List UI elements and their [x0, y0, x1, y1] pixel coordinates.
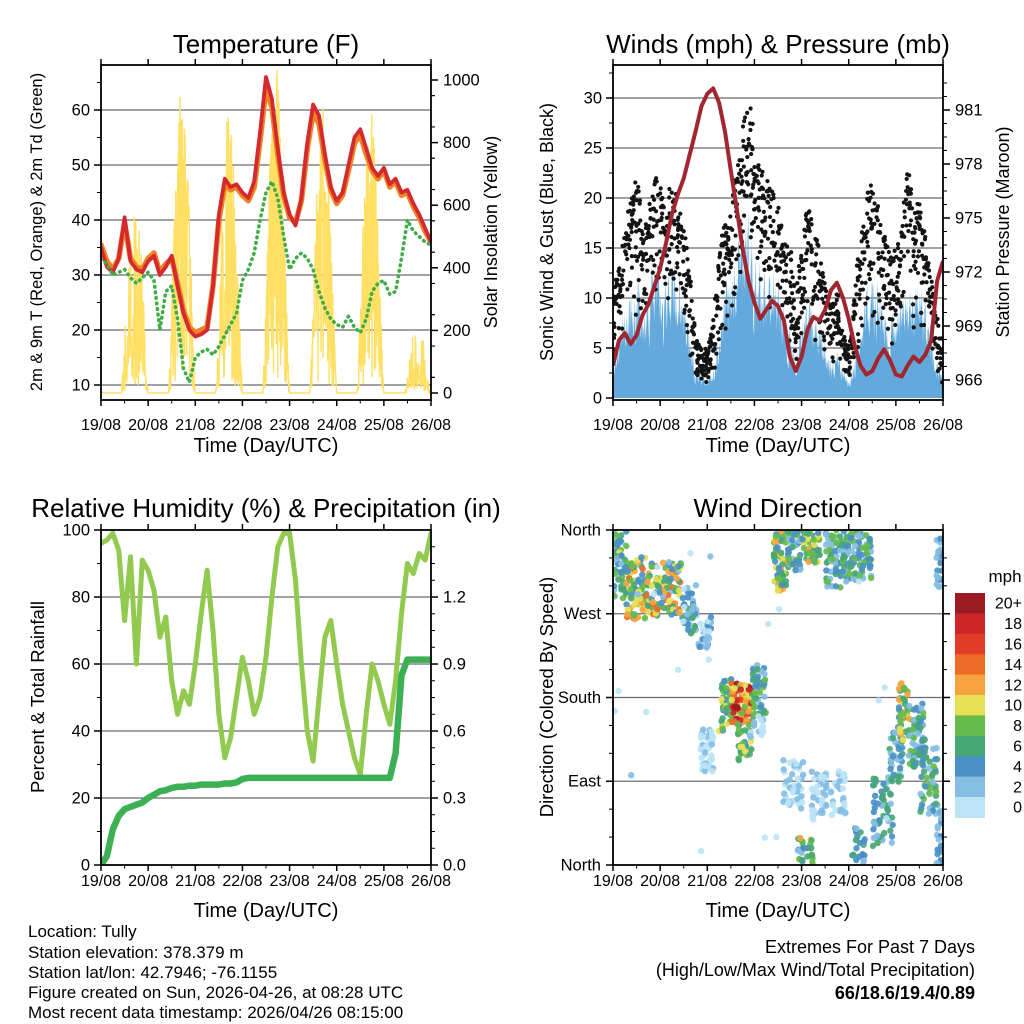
y-tick-label: 981: [955, 101, 983, 120]
footer-latlon: Station lat/lon: 42.7946; -76.1155: [28, 963, 278, 982]
wind-direction-scatter: [611, 526, 946, 866]
ylabel-solar-right: Solar Insolation (Yellow): [481, 135, 501, 329]
y-axis-right: [431, 589, 466, 875]
direction-tick-label: South: [557, 688, 601, 707]
xlabel-direction: Time (Day/UTC): [705, 900, 851, 922]
chart-title-winds-pressure: Winds (mph) & Pressure (mb): [606, 29, 950, 59]
chart-title-wind-direction: Wind Direction: [693, 493, 863, 523]
x-tick-label: 22/08: [222, 873, 263, 890]
x-tick-label: 21/08: [175, 873, 216, 890]
y-tick-label: 1000: [443, 71, 480, 90]
y-tick-label: 15: [583, 239, 602, 258]
y-tick-label: 600: [443, 196, 471, 215]
y-tick-label: 60: [71, 101, 90, 120]
humidity-line: [101, 533, 431, 774]
ylabel-humidity-left: Percent & Total Rainfall: [27, 601, 48, 793]
colorbar-label: 8: [1013, 718, 1022, 736]
extremes-subtitle: (High/Low/Max Wind/Total Precipitation): [655, 960, 975, 980]
colorbar-label: 6: [1013, 738, 1022, 756]
x-tick-label: 20/08: [128, 873, 169, 890]
y-tick-label: 0.6: [443, 722, 466, 741]
x-tick-label: 21/08: [687, 417, 728, 434]
x-tick-label: 22/08: [734, 417, 775, 434]
x-tick-label: 19/08: [592, 873, 634, 890]
footer-timestamp: Most recent data timestamp: 2026/04/26 08:15:00: [28, 1003, 404, 1022]
x-tick-label: 25/08: [875, 873, 916, 890]
x-tick-label: 20/08: [640, 417, 681, 434]
xlabel-temperature: Time (Day/UTC): [193, 435, 339, 457]
y-tick-label: 5: [592, 339, 602, 358]
xlabel-humidity: Time (Day/UTC): [193, 900, 339, 922]
y-tick-label: 40: [71, 211, 90, 230]
direction-tick-label: North: [560, 856, 601, 875]
y-tick-label: 50: [71, 156, 90, 175]
x-tick-label: 25/08: [875, 417, 916, 434]
footer-elevation: Station elevation: 378.379 m: [28, 943, 244, 962]
y-tick-label: 0: [80, 856, 90, 875]
x-tick-label: 24/08: [828, 873, 869, 890]
y-tick-label: 400: [443, 259, 471, 278]
x-tick-label: 24/08: [316, 417, 357, 434]
y-tick-label: 972: [955, 263, 983, 282]
y-tick-label: 1.2: [443, 588, 466, 607]
x-tick-label: 23/08: [781, 873, 822, 890]
x-tick-label: 24/08: [828, 417, 869, 434]
colorbar-label: 18: [1004, 616, 1022, 634]
ylabel-wind-left: Sonic Wind & Gust (Blue, Black): [537, 102, 557, 362]
colorbar-label: 0: [1013, 799, 1022, 817]
x-tick-label: 26/08: [922, 873, 964, 890]
colorbar-label: 4: [1013, 758, 1022, 776]
y-tick-label: 60: [71, 655, 90, 674]
y-tick-label: 969: [955, 317, 983, 336]
y-tick-label: 0: [443, 384, 453, 403]
y-tick-label: 20: [583, 189, 602, 208]
x-tick-label: 21/08: [175, 417, 216, 434]
colorbar-label: 16: [1004, 636, 1022, 654]
chart-title-temperature: Temperature (F): [172, 29, 360, 59]
footer-location: Location: Tully: [28, 922, 137, 941]
x-tick-label: 23/08: [269, 417, 310, 434]
y-axis-left: [584, 90, 613, 408]
colorbar: [955, 593, 1022, 818]
y-tick-label: 10: [583, 289, 602, 308]
ylabel-direction-left: Direction (Colored By Speed): [536, 576, 557, 818]
y-tick-label: 80: [71, 588, 90, 607]
y-tick-label: 30: [583, 89, 602, 108]
x-axis: [81, 524, 451, 890]
colorbar-label: 14: [1004, 656, 1022, 674]
solar-insolation-line: [101, 70, 431, 393]
colorbar-title: mph: [988, 567, 1022, 586]
y-tick-label: 0.3: [443, 789, 466, 808]
y-axis-left: [62, 522, 101, 875]
extremes-values: 66/18.6/19.4/0.89: [834, 983, 975, 1003]
y-axis-left: [72, 102, 101, 395]
colorbar-label: 20+: [994, 595, 1022, 613]
y-tick-label: 978: [955, 155, 983, 174]
y-tick-label: 40: [71, 722, 90, 741]
x-tick-label: 24/08: [316, 873, 357, 890]
x-tick-label: 26/08: [922, 417, 964, 434]
x-tick-label: 25/08: [363, 873, 404, 890]
direction-tick-label: East: [567, 772, 601, 791]
x-tick-label: 26/08: [410, 873, 452, 890]
y-tick-label: 0.9: [443, 655, 466, 674]
x-tick-label: 25/08: [363, 417, 404, 434]
xlabel-winds: Time (Day/UTC): [705, 435, 851, 457]
x-tick-label: 19/08: [592, 417, 634, 434]
ylabel-pressure-right: Station Pressure (Maroon): [993, 126, 1013, 338]
y-tick-label: 20: [71, 321, 90, 340]
footer-created: Figure created on Sun, 2026-04-26, at 08:28 UTC: [28, 983, 404, 1002]
y-tick-label: 30: [71, 266, 90, 285]
x-tick-label: 20/08: [640, 873, 681, 890]
x-tick-label: 26/08: [410, 417, 452, 434]
wind-series: [611, 88, 946, 398]
y-axis-right: [943, 102, 983, 390]
y-tick-label: 25: [583, 139, 602, 158]
direction-tick-label: West: [563, 605, 601, 624]
ylabel-temp-left: 2m & 9m T (Red, Orange) & 2m Td (Green): [28, 72, 46, 392]
x-tick-label: 19/08: [80, 873, 122, 890]
y-tick-label: 200: [443, 321, 471, 340]
colorbar-label: 12: [1004, 677, 1022, 695]
y-tick-label: 0: [592, 389, 602, 408]
colorbar-label: 10: [1004, 697, 1022, 715]
y-tick-label: 20: [71, 789, 90, 808]
extremes-title: Extremes For Past 7 Days: [764, 937, 975, 957]
y-tick-label: 100: [62, 521, 90, 540]
y-tick-label: 0.0: [443, 856, 466, 875]
x-tick-label: 23/08: [269, 873, 310, 890]
x-tick-label: 19/08: [80, 417, 122, 434]
y-tick-label: 800: [443, 134, 471, 153]
x-tick-label: 20/08: [128, 417, 169, 434]
colorbar-label: 2: [1013, 779, 1022, 797]
x-tick-label: 22/08: [734, 873, 775, 890]
y-tick-label: 975: [955, 209, 983, 228]
x-tick-label: 22/08: [222, 417, 263, 434]
y-axis-right: [431, 72, 480, 403]
x-tick-label: 23/08: [781, 417, 822, 434]
y-tick-label: 10: [71, 376, 90, 395]
x-tick-label: 21/08: [687, 873, 728, 890]
temperature-series: [101, 70, 431, 393]
y-tick-label: 966: [955, 371, 983, 390]
chart-title-humidity-precip: Relative Humidity (%) & Precipitation (in): [31, 493, 501, 523]
humidity-series: [101, 533, 431, 865]
direction-tick-label: North: [560, 521, 601, 540]
